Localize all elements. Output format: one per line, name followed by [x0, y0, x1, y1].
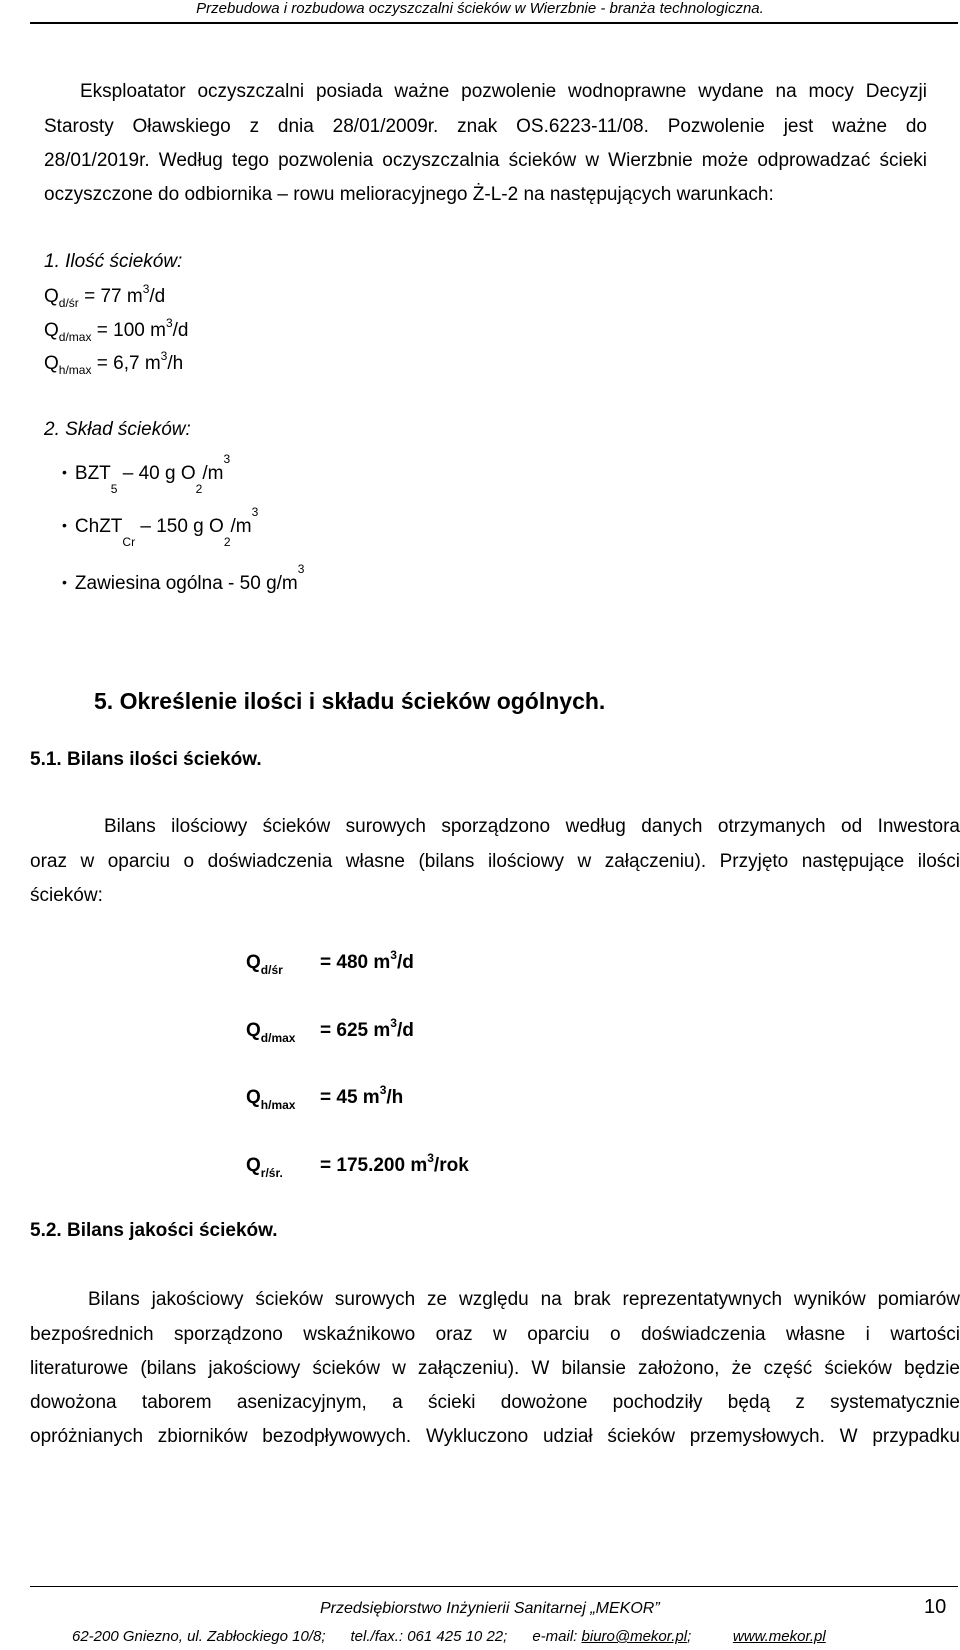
- q-sub: h/max: [260, 1098, 296, 1112]
- footer-phone: tel./fax.: 061 425 10 22;: [350, 1628, 508, 1645]
- header-title: Przebudowa i rozbudowa oczyszczalni ścieków w Wierzbnie - branża technologiczna.: [196, 0, 764, 17]
- composition-sup: 3: [223, 452, 231, 466]
- q-sup: 3: [427, 1151, 434, 1165]
- section-51-line-1: Bilans ilościowy ścieków surowych sporządzono według danych otrzymanych od Inwestora: [104, 816, 960, 837]
- footer-address: 62-200 Gniezno, ul. Zabłockiego 10/8;: [72, 1628, 326, 1645]
- q-label: Q: [246, 1087, 261, 1108]
- flow-item-dmax: [44, 316, 189, 344]
- flow-item-hmax: [44, 349, 184, 377]
- header-divider: [30, 22, 958, 24]
- composition-section-title: 2. Skład ścieków:: [44, 419, 191, 440]
- composition-item-bzt: [62, 452, 231, 496]
- section-52-line-3: literaturowe (bilans jakościowy ścieków w załączeniu). W bilansie założono, że część ścieków będzie: [30, 1358, 960, 1379]
- flow-value: = 6,7 m: [91, 353, 161, 374]
- flow-sup: 3: [142, 282, 150, 296]
- flow-value: = 100 m: [91, 320, 166, 341]
- section-51-line-2: oraz w oparciu o doświadczenia własne (bilans ilościowy w załączeniu). Przyjęto następujące ilości: [30, 851, 960, 872]
- q-label: Q: [246, 1020, 261, 1041]
- composition-value-sub: 2: [223, 535, 231, 549]
- footer-email-link[interactable]: biuro@mekor.pl: [581, 1628, 688, 1645]
- page-header: [0, 0, 960, 28]
- q-sub: d/śr: [260, 963, 283, 977]
- intro-line-4: oczyszczone do odbiornika – rowu melioracyjnego Ż-L-2 na następujących warunkach:: [44, 184, 774, 205]
- section-52-line-1: Bilans jakościowy ścieków surowych ze względu na brak reprezentatywnych wyników pomiarów: [88, 1289, 960, 1310]
- footer-email-tail: ;: [687, 1628, 692, 1645]
- flow-sub: d/max: [58, 330, 92, 344]
- composition-value-sub: 2: [195, 482, 203, 496]
- q-dsr-row: [246, 948, 414, 977]
- composition-param: BZT: [74, 463, 111, 484]
- flow-section-title: 1. Ilość ścieków:: [44, 251, 183, 272]
- bullet-icon: •: [62, 574, 67, 590]
- q-number: = 175.200 m: [320, 1155, 428, 1176]
- composition-unit: /m: [202, 463, 224, 484]
- composition-value: – 150 g O: [135, 516, 224, 537]
- section-52-title: 5.2. Bilans jakości ścieków.: [30, 1220, 278, 1241]
- flow-q: Q: [44, 320, 59, 341]
- composition-param-sub: Cr: [122, 535, 136, 549]
- flow-unit: /h: [167, 353, 184, 374]
- composition-item-chzt: [62, 505, 259, 549]
- bullet-icon: •: [62, 517, 67, 533]
- q-sub: d/max: [260, 1031, 296, 1045]
- q-sub: r/śr.: [260, 1166, 283, 1180]
- flow-unit: /d: [149, 286, 166, 307]
- flow-unit: /d: [172, 320, 189, 341]
- section-52-line-5: opróżnianych zbiorników bezodpływowych. Wykluczono udział ścieków przemysłowych. W przypadku: [30, 1426, 960, 1447]
- composition-sup: 3: [297, 562, 305, 576]
- intro-line-3: 28/01/2019r. Według tego pozwolenia oczyszczalnia ścieków w Wierzbnie może odprowadzać ścieki: [44, 150, 927, 171]
- q-value: [320, 1016, 414, 1042]
- composition-value: – 40 g O: [117, 463, 196, 484]
- flow-value: = 77 m: [78, 286, 143, 307]
- page-number: 10: [924, 1596, 947, 1618]
- section-52-line-4: dowożona taborem asenizacyjnym, a ścieki dowożone pochodziły będą z systematycznie: [30, 1392, 960, 1413]
- composition-param-sub: 5: [110, 482, 118, 496]
- q-number: = 45 m: [320, 1087, 380, 1108]
- footer-contact: [72, 1628, 826, 1645]
- section-5-title: 5. Określenie ilości i składu ścieków ogólnych.: [94, 688, 606, 714]
- flow-q: Q: [44, 286, 59, 307]
- section-51-title: 5.1. Bilans ilości ścieków.: [30, 749, 262, 770]
- flow-sub: d/śr: [58, 296, 79, 310]
- footer-company: Przedsiębiorstwo Inżynierii Sanitarnej „MEKOR”: [320, 1600, 660, 1617]
- q-value: [320, 1151, 469, 1177]
- q-sup: 3: [390, 1016, 397, 1030]
- q-dmax-row: [246, 1016, 414, 1045]
- intro-line-1: Eksploatator oczyszczalni posiada ważne pozwolenie wodnoprawne wydane na mocy Decyzji: [80, 81, 927, 102]
- q-unit: /d: [396, 952, 414, 973]
- intro-line-2: Starosty Oławskiego z dnia 28/01/2009r. znak OS.6223-11/08. Pozwolenie jest ważne do: [44, 116, 927, 137]
- q-value: [320, 1083, 404, 1109]
- q-sup: 3: [379, 1083, 387, 1097]
- footer-divider: [30, 1586, 958, 1587]
- flow-sup: 3: [165, 316, 173, 330]
- composition-unit: /m: [230, 516, 252, 537]
- q-unit: /d: [396, 1020, 414, 1041]
- q-unit: /rok: [433, 1155, 469, 1176]
- flow-sub: h/max: [58, 363, 92, 377]
- flow-sup: 3: [160, 349, 168, 363]
- section-52-line-2: bezpośrednich sporządzono wskaźnikowo oraz w oparciu o doświadczenia własne i wartości: [30, 1324, 960, 1345]
- composition-item-suspended: [62, 562, 305, 597]
- composition-sup: 3: [251, 505, 259, 519]
- q-label: Q: [246, 1155, 261, 1176]
- composition-param: ChZT: [74, 516, 123, 537]
- q-number: = 625 m: [320, 1020, 391, 1041]
- flow-item-dsr: [44, 282, 166, 310]
- q-sup: 3: [390, 948, 397, 962]
- composition-param: Zawiesina ogólna - 50 g/m: [74, 573, 298, 594]
- bullet-icon: •: [62, 464, 67, 480]
- q-number: = 480 m: [320, 952, 391, 973]
- q-value: [320, 948, 414, 974]
- flow-q: Q: [44, 353, 59, 374]
- footer-website-link[interactable]: www.mekor.pl: [732, 1628, 826, 1645]
- q-label: Q: [246, 952, 261, 973]
- q-rsr-row: [246, 1151, 469, 1180]
- q-unit: /h: [386, 1087, 404, 1108]
- footer-email-label: e-mail:: [532, 1628, 582, 1645]
- q-hmax-row: [246, 1083, 404, 1112]
- section-51-line-3: ścieków:: [30, 885, 103, 906]
